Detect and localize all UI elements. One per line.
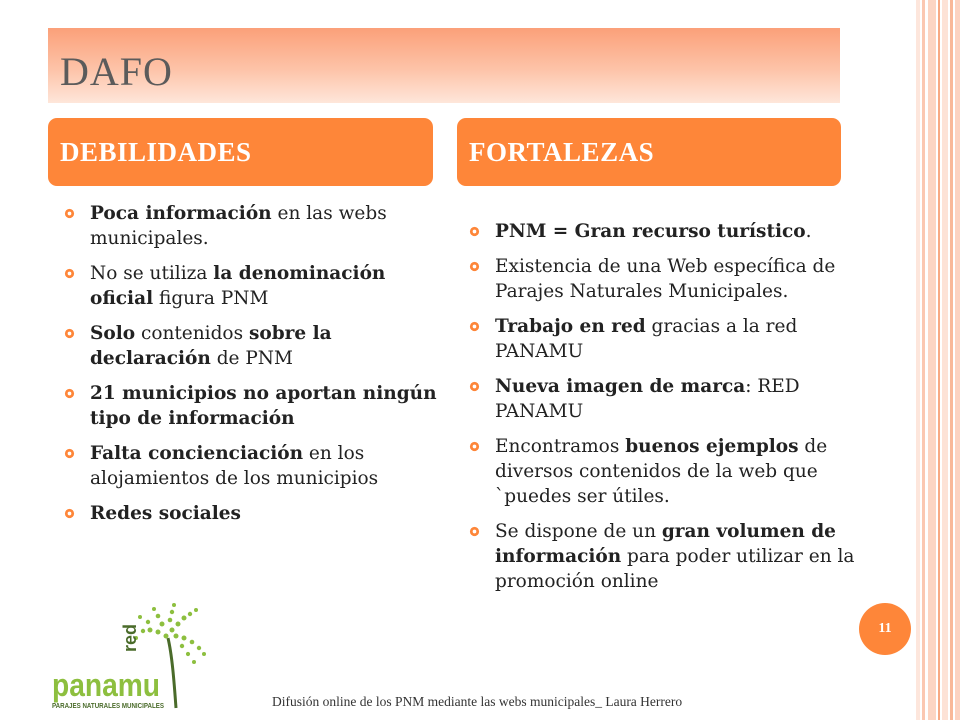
debilidades-item [62,501,447,526]
text: contenidos [135,323,249,344]
bold-text: buenos ejemplos [625,436,799,457]
fortalezas-header [457,118,841,186]
fortalezas-list [467,219,867,604]
fortalezas-item [467,314,867,364]
footer-text: Difusión online de los PNM mediante las webs municipales_ Laura Herrero [272,694,683,709]
bold-text: Poca información [90,203,272,224]
bullet-icon [469,381,480,392]
bold-text: Trabajo en red [495,316,646,337]
logo-tagline: PARAJES NATURALES MUNICIPALES [52,703,165,710]
fortalezas-item [467,374,867,424]
fortalezas-item [467,519,867,594]
bullet-icon [469,226,480,237]
bold-text: Redes sociales [90,503,241,524]
debilidades-item [62,441,447,491]
bold-text: la denominación oficial [90,263,386,309]
bold-text: PNM = Gran recurso turístico [495,221,806,242]
debilidades-item [62,201,447,251]
bold-text: Solo [90,323,136,344]
bold-text: Nueva imagen de marca [495,376,746,397]
bullet-icon [469,321,480,332]
right-decorative-stripes [916,0,960,720]
bullet-icon [64,208,75,219]
debilidades-list [62,201,447,536]
text: en las webs municipales. [90,203,387,249]
page-number-badge [859,603,911,655]
bullet-icon [64,268,75,279]
logo-red-text: red [120,623,140,652]
bold-text: gran volumen de información [495,521,836,567]
panamu-logo [48,600,228,715]
debilidades-header [48,118,433,186]
text: Existencia de una Web específica de Parajes Naturales Municipales. [495,256,836,302]
fortalezas-item [467,434,867,509]
text: figura PNM [153,288,269,309]
text: Se dispone de un [495,521,662,542]
text: de diversos contenidos de la web que `puedes ser útiles. [495,436,828,507]
text: : RED PANAMU [495,376,800,422]
text: gracias a la red PANAMU [495,316,798,362]
debilidades-header-label: DEBILIDADES [60,136,252,167]
bold-text: sobre la declaración [90,323,332,369]
bold-text: 21 municipios no aportan ningún tipo de información [90,383,437,429]
text: . [805,221,812,242]
bullet-icon [64,328,75,339]
debilidades-item [62,321,447,371]
bullet-icon [469,441,480,452]
slide-title: DAFO [60,49,173,94]
bullet-icon [469,526,480,537]
text: Encontramos [495,436,626,457]
bold-text: Falta concienciación [90,443,304,464]
page-number: 11 [878,621,892,636]
debilidades-item [62,381,447,431]
fortalezas-header-label: FORTALEZAS [469,136,655,167]
bullet-icon [64,388,75,399]
text: para poder utilizar en la promoción online [495,546,855,592]
text: de PNM [210,348,293,369]
text: No se utiliza [90,263,214,284]
text: en los alojamientos de los municipios [90,443,379,489]
logo-brand-text: panamu [52,667,160,703]
bullet-icon [64,448,75,459]
fortalezas-item [467,254,867,304]
bullet-icon [64,508,75,519]
bullet-icon [469,261,480,272]
debilidades-item [62,261,447,311]
fortalezas-item [467,219,867,244]
